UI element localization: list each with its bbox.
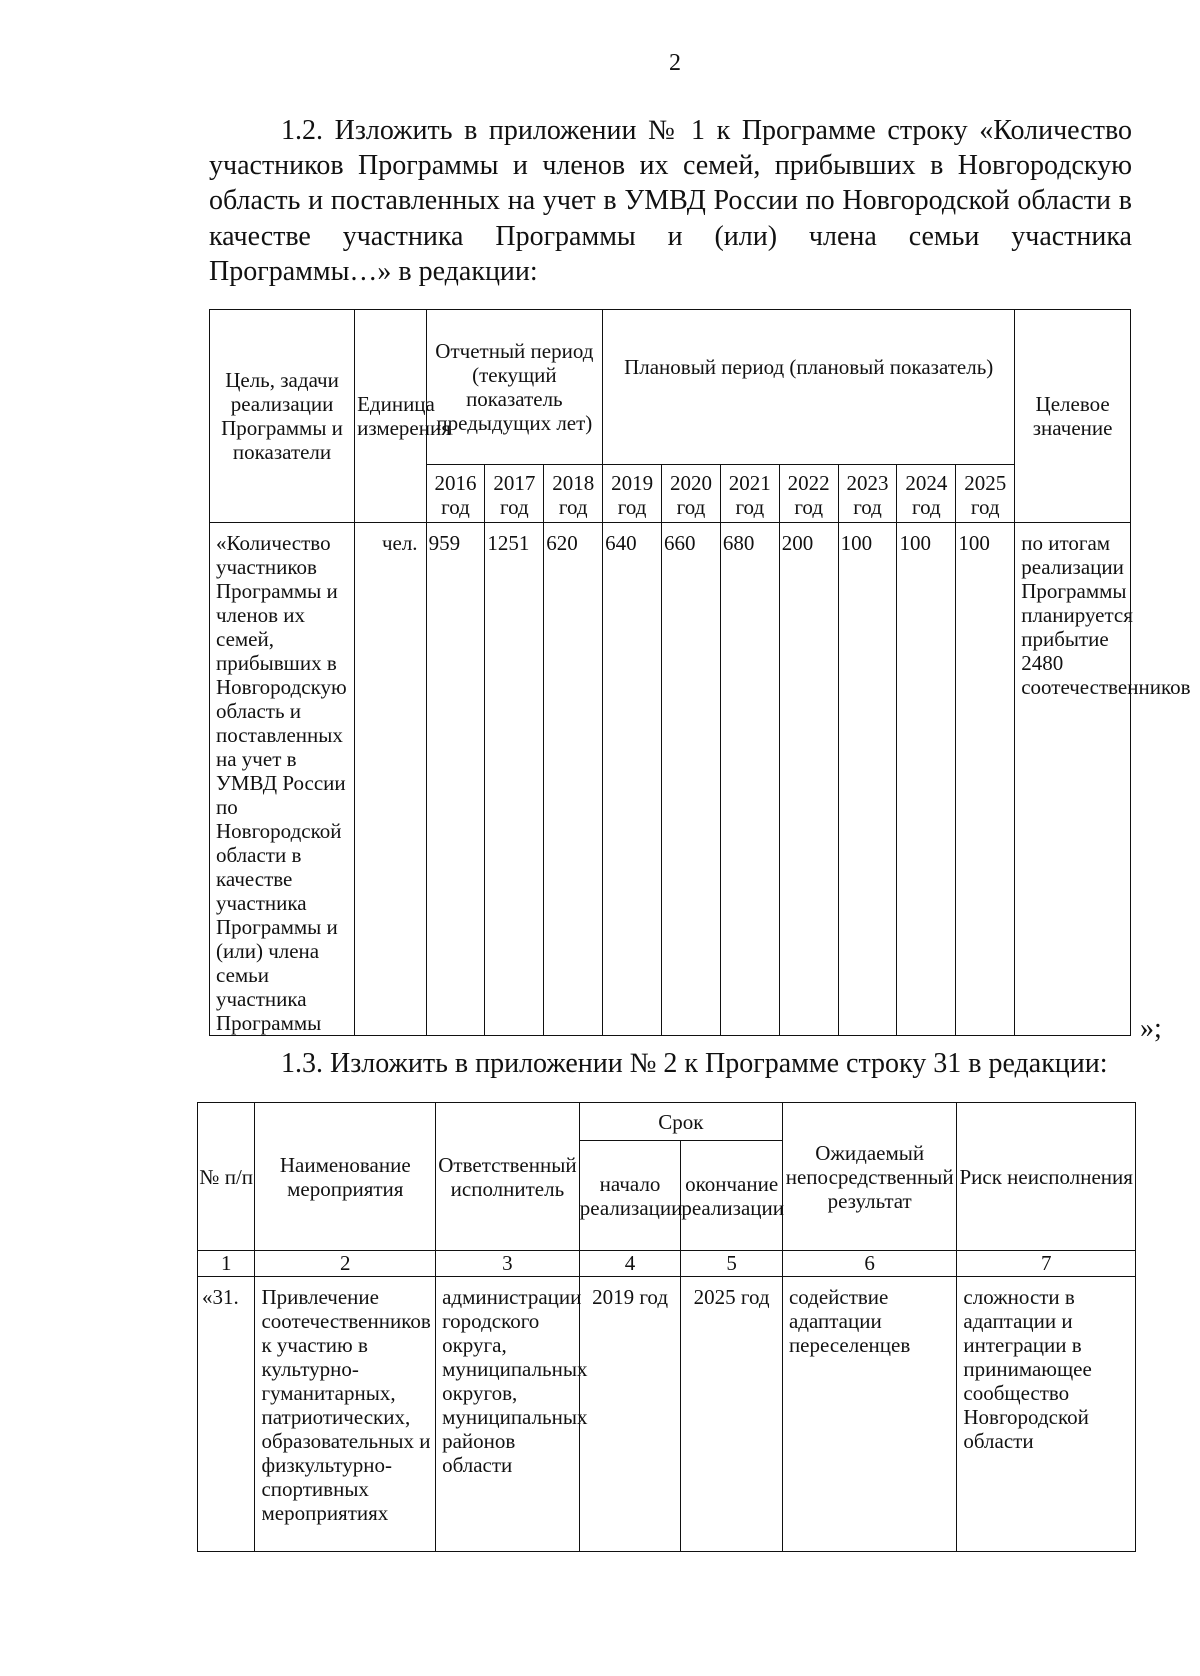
- row-num: «31.: [198, 1277, 255, 1552]
- row-start: 2019 год: [579, 1277, 681, 1552]
- year-2025: 2025 год: [956, 465, 1015, 523]
- value-2023: 100: [838, 523, 897, 1036]
- value-2024: 100: [897, 523, 956, 1036]
- year-2023: 2023 год: [838, 465, 897, 523]
- header-unit: Единица измерения: [355, 310, 426, 523]
- value-2016: 959: [426, 523, 485, 1036]
- colnum-7: 7: [957, 1251, 1136, 1277]
- value-2022: 200: [779, 523, 838, 1036]
- header-term: Срок: [579, 1103, 782, 1141]
- indicators-table: [209, 309, 1191, 1036]
- paragraph-1-2: 1.2. Изложить в приложении № 1 к Программе строку «Количество участников Программы и членов их семей, прибывших в Новгородскую область и поставленных на учет в УМВД России по Новгородской области в качестве участника Программы и (или) члена семьи участника Программы…» в редакции:: [209, 115, 1132, 287]
- header-result: Ожидаемый непосредственный результат: [782, 1103, 956, 1251]
- value-2017: 1251: [485, 523, 544, 1036]
- paragraph-1-3: 1.3. Изложить в приложении № 2 к Программе строку 31 в редакции:: [281, 1048, 1108, 1079]
- header-start: начало реализации: [579, 1141, 681, 1251]
- year-2016: 2016 год: [426, 465, 485, 523]
- row-name: Привлечение соотечественников к участию в культурно-гуманитарных, патриотических, образовательных и физкультурно-спортивных мероприятиях: [255, 1277, 436, 1552]
- year-2019: 2019 год: [603, 465, 662, 523]
- value-2020: 660: [662, 523, 721, 1036]
- colnum-5: 5: [681, 1251, 783, 1277]
- year-2018: 2018 год: [544, 465, 603, 523]
- row-result: содействие адаптации переселенцев: [782, 1277, 956, 1552]
- header-num: № п/п: [198, 1103, 255, 1251]
- closing-quote: »;: [1140, 1013, 1162, 1044]
- header-end: окончание реализации: [681, 1141, 783, 1251]
- header-name: Наименование мероприятия: [255, 1103, 436, 1251]
- header-goal: Цель, задачи реализации Программы и показатели: [210, 310, 355, 523]
- colnum-1: 1: [198, 1251, 255, 1277]
- value-2019: 640: [603, 523, 662, 1036]
- colnum-4: 4: [579, 1251, 681, 1277]
- row-unit: чел.: [355, 523, 426, 1036]
- year-2022: 2022 год: [779, 465, 838, 523]
- colnum-2: 2: [255, 1251, 436, 1277]
- year-2017: 2017 год: [485, 465, 544, 523]
- year-2024: 2024 год: [897, 465, 956, 523]
- year-2021: 2021 год: [720, 465, 779, 523]
- header-executor: Ответственный исполнитель: [436, 1103, 580, 1251]
- activities-table: [197, 1102, 1136, 1552]
- colnum-3: 3: [436, 1251, 580, 1277]
- page-number: 2: [669, 50, 681, 76]
- header-target: Целевое значение: [1015, 310, 1131, 523]
- row-end: 2025 год: [681, 1277, 783, 1552]
- header-planned-period: Плановый период (плановый показатель): [603, 310, 1015, 465]
- colnum-6: 6: [782, 1251, 956, 1277]
- value-2018: 620: [544, 523, 603, 1036]
- row-executor: администрации городского округа, муниципальных округов, муниципальных районов области: [436, 1277, 580, 1552]
- row-target: по итогам реализации Программы планируется прибытие 2480 соотечественников: [1015, 523, 1131, 1036]
- header-risk: Риск неисполнения: [957, 1103, 1136, 1251]
- header-reporting-period: Отчетный период (текущий показатель предыдущих лет): [426, 310, 603, 465]
- row-risk: сложности в адаптации и интеграции в принимающее сообщество Новгородской области: [957, 1277, 1136, 1552]
- value-2021: 680: [720, 523, 779, 1036]
- row-goal: «Количество участников Программы и членов их семей, прибывших в Новгородскую область и поставленных на учет в УМВД России по Новгородской области в качестве участника Программы и (или) члена семьи участника Программы: [210, 523, 355, 1036]
- year-2020: 2020 год: [662, 465, 721, 523]
- value-2025: 100: [956, 523, 1015, 1036]
